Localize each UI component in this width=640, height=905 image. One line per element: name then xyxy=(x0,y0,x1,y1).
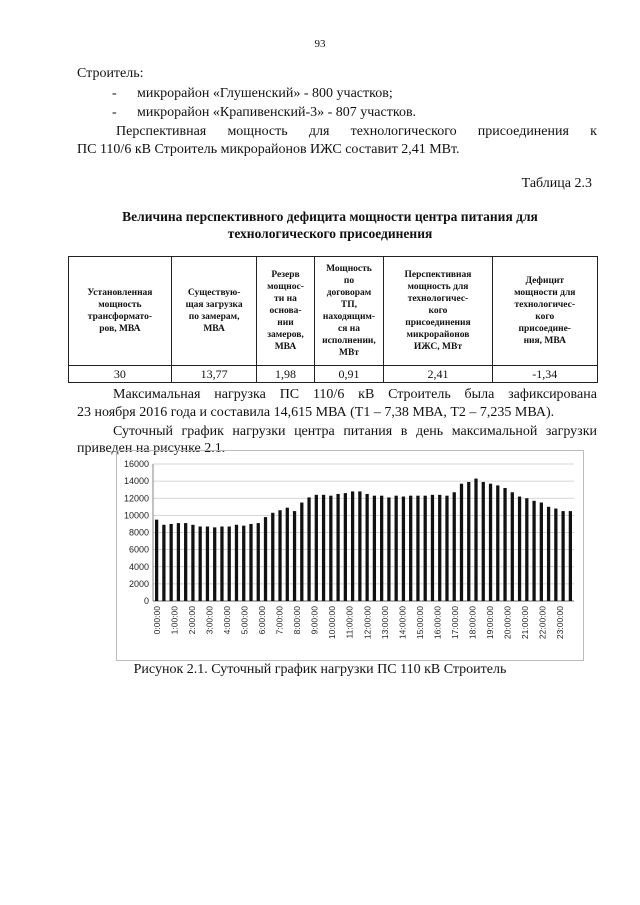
header-line: Мощность xyxy=(326,264,372,274)
table-cell: -1,34 xyxy=(492,366,597,383)
chart-bar xyxy=(264,517,267,601)
header-line: кого xyxy=(535,312,555,322)
y-tick-label: 4000 xyxy=(128,561,149,572)
chart-bar xyxy=(344,493,347,601)
word: зафиксирована xyxy=(508,387,597,402)
chart-bar xyxy=(395,496,398,601)
chart-bar xyxy=(293,511,296,601)
table-header-cell xyxy=(492,257,597,366)
x-tick-label: 0:00:00 xyxy=(151,606,162,635)
paragraph-daily-schedule-line1 xyxy=(113,424,597,440)
word: Перспективная xyxy=(116,124,207,139)
chart-bar xyxy=(235,525,238,601)
chart-bar xyxy=(351,491,354,601)
x-tick-label: 14:00:00 xyxy=(397,606,408,640)
chart-bar xyxy=(496,485,499,601)
chart-bar xyxy=(416,496,419,601)
table-header-row xyxy=(69,257,598,366)
chart-bar xyxy=(365,494,368,601)
table-label: Таблица 2.3 xyxy=(521,176,592,191)
word: к xyxy=(590,124,597,139)
header-line: щая загрузка xyxy=(185,300,243,310)
chart-bar xyxy=(242,526,245,601)
chart-bar xyxy=(329,496,332,601)
chart-bar xyxy=(300,503,303,601)
y-tick-label: 14000 xyxy=(123,476,149,487)
chart-bar xyxy=(336,494,339,601)
word: Строитель xyxy=(388,387,451,402)
chart-bar xyxy=(286,508,289,601)
chart-bar xyxy=(540,503,543,601)
word: была xyxy=(464,387,495,402)
x-tick-label: 8:00:00 xyxy=(292,606,303,635)
chart-bar xyxy=(431,495,434,601)
header-line: трансформато- xyxy=(87,312,152,322)
chart-bar xyxy=(547,507,550,601)
header-line: Дефицит xyxy=(525,276,565,286)
y-tick-label: 2000 xyxy=(128,578,149,589)
header-line: ти на xyxy=(274,294,297,304)
chart-bar xyxy=(387,497,390,601)
x-tick-label: 15:00:00 xyxy=(414,606,425,640)
chart-bar xyxy=(482,482,485,601)
y-tick-label: 6000 xyxy=(128,544,149,555)
header-line: мощнос- xyxy=(267,282,304,292)
word: центра xyxy=(294,424,335,439)
chart-bar xyxy=(474,479,477,601)
chart-bar xyxy=(561,511,564,601)
table-title-line: технологического присоединения xyxy=(227,226,433,241)
word: загрузки xyxy=(545,424,597,439)
chart-bar xyxy=(511,492,514,601)
chart-bar xyxy=(438,495,441,601)
x-tick-label: 17:00:00 xyxy=(449,606,460,640)
word: питания xyxy=(343,424,393,439)
header-line: присоедине- xyxy=(518,324,571,334)
header-line: Существую- xyxy=(187,288,241,298)
header-line: мощности для xyxy=(514,288,576,298)
chart-bar xyxy=(373,496,376,601)
header-line: кого xyxy=(428,306,448,316)
header-line: исполнении, xyxy=(322,336,376,346)
chart-bar xyxy=(518,497,521,601)
chart-bar xyxy=(554,509,557,601)
chart-bar xyxy=(170,524,173,601)
header-line: ся на xyxy=(337,324,360,334)
table-header-cell xyxy=(384,257,492,366)
chart-bar xyxy=(177,523,180,601)
chart-bar xyxy=(424,496,427,601)
word: нагрузки xyxy=(232,424,286,439)
chart-bar xyxy=(228,527,231,601)
x-tick-label: 22:00:00 xyxy=(537,606,548,640)
x-tick-label: 12:00:00 xyxy=(362,606,373,640)
table-row xyxy=(69,366,598,383)
word: для xyxy=(308,124,330,139)
header-line: ИЖС, МВт xyxy=(413,342,463,352)
x-tick-label: 21:00:00 xyxy=(520,606,531,640)
paragraph-daily-schedule-line2: приведен на рисунке 2.1. xyxy=(77,441,226,456)
figure-caption: Рисунок 2.1. Суточный график нагрузки ПС 110 кВ Строитель xyxy=(133,662,507,677)
x-tick-label: 3:00:00 xyxy=(204,606,215,635)
chart-bar xyxy=(569,511,572,601)
chart-bar xyxy=(467,482,470,601)
chart-bar xyxy=(271,513,274,601)
header-line: ТП, xyxy=(340,300,358,310)
header-line: договорам xyxy=(326,288,372,298)
x-tick-label: 20:00:00 xyxy=(502,606,513,640)
header-line: технологичес- xyxy=(407,294,469,304)
y-tick-label: 10000 xyxy=(123,510,149,521)
y-tick-label: 8000 xyxy=(128,527,149,538)
chart-bar xyxy=(453,492,456,601)
header-line: микрорайонов xyxy=(406,330,470,340)
chart-bar xyxy=(460,484,463,601)
chart-bar xyxy=(315,495,318,601)
header-line: основа- xyxy=(269,306,302,316)
header-line: Установленная xyxy=(87,288,153,298)
table-title xyxy=(60,208,600,242)
header-line: Перспективная xyxy=(404,270,472,280)
paragraph-perspective-line2: ПС 110/6 кВ Строитель микрорайонов ИЖС составит 2,41 МВт. xyxy=(77,142,460,157)
chart-bar xyxy=(307,497,310,601)
chart-bar xyxy=(191,525,194,601)
chart-bar xyxy=(445,496,448,601)
chart-bar xyxy=(409,496,412,601)
paragraph-max-load-line1 xyxy=(113,387,597,403)
chart-bar xyxy=(257,523,260,601)
word: в xyxy=(400,424,408,439)
word: нагрузка xyxy=(214,387,266,402)
list-item: микрорайон «Крапивенский-3» - 807 участков. xyxy=(137,105,417,120)
chart-bar xyxy=(402,497,405,601)
x-tick-label: 2:00:00 xyxy=(186,606,197,635)
page-number: 93 xyxy=(314,38,326,50)
x-tick-label: 4:00:00 xyxy=(221,606,232,635)
word: график xyxy=(181,424,224,439)
list-dash: - xyxy=(112,105,117,120)
x-tick-label: 10:00:00 xyxy=(327,606,338,640)
word: Суточный xyxy=(113,424,173,439)
chart-bar xyxy=(278,510,281,601)
header-line: по xyxy=(343,276,355,286)
y-tick-label: 12000 xyxy=(123,493,149,504)
x-tick-label: 16:00:00 xyxy=(432,606,443,640)
x-tick-label: 6:00:00 xyxy=(257,606,268,635)
list-item: микрорайон «Глушенский» - 800 участков; xyxy=(137,86,393,101)
chart-bar xyxy=(532,501,535,601)
header-line: находящим- xyxy=(322,312,376,322)
table-cell: 2,41 xyxy=(384,366,492,383)
table-cell: 0,91 xyxy=(314,366,384,383)
y-tick-label: 16000 xyxy=(123,459,149,469)
header-line: мощность xyxy=(98,300,142,310)
x-tick-label: 9:00:00 xyxy=(309,606,320,635)
chart-bar xyxy=(489,484,492,601)
table-cell: 30 xyxy=(69,366,172,383)
header-line: МВА xyxy=(274,342,297,352)
header-line: ния, МВА xyxy=(523,336,566,346)
chart-bar xyxy=(525,498,528,601)
word: ПС xyxy=(279,387,300,402)
table-cell: 13,77 xyxy=(171,366,257,383)
word: кВ xyxy=(358,387,375,402)
chart-bar xyxy=(199,527,202,601)
header-line: присоединения xyxy=(405,318,471,328)
chart-bar xyxy=(249,524,252,601)
chart-bar xyxy=(184,523,187,601)
chart-bar xyxy=(322,495,325,601)
table-header-cell xyxy=(69,257,172,366)
word: мощность xyxy=(227,124,288,139)
word: день xyxy=(415,424,444,439)
x-tick-label: 1:00:00 xyxy=(169,606,180,635)
deficit-table xyxy=(68,256,598,383)
chart-bar xyxy=(503,488,506,601)
chart-bar xyxy=(206,527,209,601)
paragraph-max-load-line2: 23 ноября 2016 года и составила 14,615 МВА (Т1 – 7,38 МВА, Т2 – 7,235 МВА). xyxy=(77,405,555,420)
header-line: МВА xyxy=(203,324,225,334)
word: максимальной xyxy=(451,424,538,439)
x-tick-label: 11:00:00 xyxy=(344,606,355,639)
word: технологического xyxy=(350,124,457,139)
chart-bar xyxy=(358,491,361,601)
header-line: технологичес- xyxy=(514,300,575,310)
word: присоединения xyxy=(477,124,569,139)
list-dash: - xyxy=(112,86,117,101)
y-tick-label: 0 xyxy=(143,596,149,606)
chart-bar xyxy=(213,527,216,601)
chart-bar xyxy=(155,520,158,601)
daily-load-chart xyxy=(116,450,584,661)
header-line: ров, МВА xyxy=(99,324,141,334)
table-header-cell xyxy=(257,257,314,366)
header-line: Резерв xyxy=(271,270,300,280)
chart-bar xyxy=(380,496,383,601)
header-line: мощность для xyxy=(407,282,469,292)
table-header-cell xyxy=(171,257,257,366)
x-tick-label: 19:00:00 xyxy=(485,606,496,640)
table-title-line: Величина перспективного дефицита мощности центра питания для xyxy=(122,209,538,224)
chart-bar xyxy=(162,525,165,601)
x-tick-label: 18:00:00 xyxy=(467,606,478,640)
word: 110/6 xyxy=(312,387,345,402)
word: Максимальная xyxy=(113,387,201,402)
builder-label: Строитель: xyxy=(77,66,144,81)
header-line: нии xyxy=(277,318,294,328)
x-tick-label: 5:00:00 xyxy=(239,606,250,635)
header-line: МВт xyxy=(338,348,359,358)
paragraph-perspective-line1 xyxy=(116,124,597,140)
chart-bar xyxy=(220,527,223,601)
table-header-cell xyxy=(314,257,384,366)
x-tick-label: 23:00:00 xyxy=(555,606,566,640)
x-tick-label: 7:00:00 xyxy=(274,606,285,635)
header-line: замеров, xyxy=(267,330,304,340)
x-tick-label: 13:00:00 xyxy=(379,606,390,640)
header-line: по замерам, xyxy=(188,312,240,322)
table-cell: 1,98 xyxy=(257,366,314,383)
